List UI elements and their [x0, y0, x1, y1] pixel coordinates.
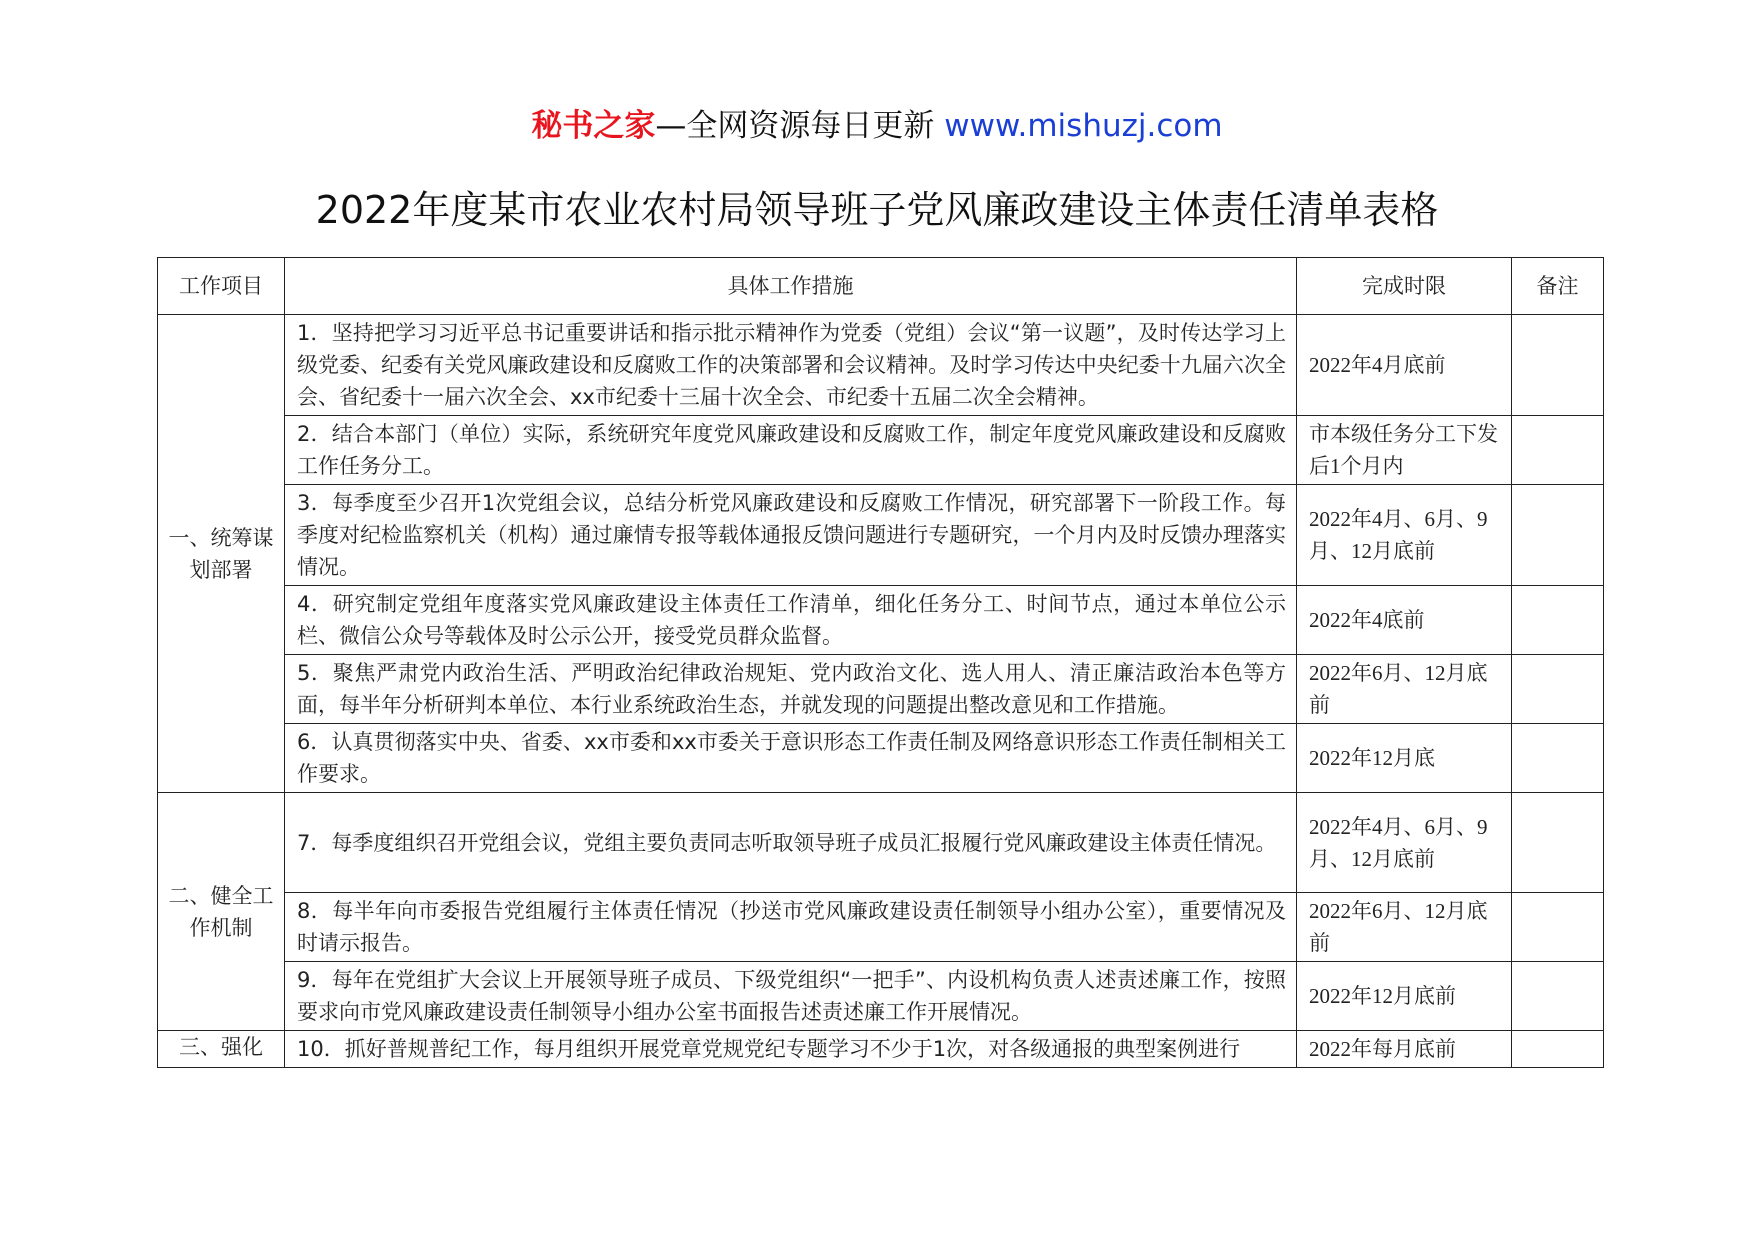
- deadline-cell: 2022年4底前: [1297, 586, 1512, 655]
- measure-cell: 6．认真贯彻落实中央、省委、xx市委和xx市委关于意识形态工作责任制及网络意识形态工作责任制相关工作要求。: [285, 724, 1297, 793]
- table-row: [158, 1031, 1604, 1068]
- remark-cell: [1512, 1031, 1604, 1068]
- remark-cell: [1512, 315, 1604, 416]
- table-row: [158, 416, 1604, 485]
- remark-cell: [1512, 586, 1604, 655]
- deadline-cell: 市本级任务分工下发后1个月内: [1297, 416, 1512, 485]
- site-banner: [0, 98, 1754, 154]
- remark-cell: [1512, 655, 1604, 724]
- deadline-cell: 2022年4月、6月、9月、12月底前: [1297, 485, 1512, 586]
- responsibility-table: [157, 257, 1604, 1068]
- remark-cell: [1512, 962, 1604, 1031]
- remark-cell: [1512, 793, 1604, 893]
- banner-url-link[interactable]: www.mishuzj.com: [944, 108, 1223, 144]
- category-cell: 二、健全工作机制: [158, 793, 285, 1031]
- document-title: 2022年度某市农业农村局领导班子党风廉政建设主体责任清单表格: [315, 188, 1439, 232]
- table-row: [158, 724, 1604, 793]
- remark-cell: [1512, 724, 1604, 793]
- measure-cell: 10．抓好普规普纪工作，每月组织开展党章党规党纪专题学习不少于1次，对各级通报的典型案例进行: [285, 1031, 1297, 1068]
- table-row: [158, 655, 1604, 724]
- deadline-cell: 2022年12月底: [1297, 724, 1512, 793]
- measure-cell: 4．研究制定党组年度落实党风廉政建设主体责任工作清单，细化任务分工、时间节点，通过本单位公示栏、微信公众号等载体及时公示公开，接受党员群众监督。: [285, 586, 1297, 655]
- deadline-cell: 2022年4月、6月、9月、12月底前: [1297, 793, 1512, 893]
- banner-brand: 秘书之家: [531, 108, 656, 144]
- table-row: [158, 793, 1604, 893]
- remark-cell: [1512, 416, 1604, 485]
- deadline-cell: 2022年6月、12月底前: [1297, 655, 1512, 724]
- deadline-cell: 2022年4月底前: [1297, 315, 1512, 416]
- measure-cell: 8．每半年向市委报告党组履行主体责任情况（抄送市党风廉政建设责任制领导小组办公室），重要情况及时请示报告。: [285, 893, 1297, 962]
- table-row: [158, 586, 1604, 655]
- header-work-item: 工作项目: [158, 258, 285, 315]
- table-row: [158, 485, 1604, 586]
- measure-cell: 5．聚焦严肃党内政治生活、严明政治纪律政治规矩、党内政治文化、选人用人、清正廉洁政治本色等方面，每半年分析研判本单位、本行业系统政治生态，并就发现的问题提出整改意见和工作措施。: [285, 655, 1297, 724]
- table-row: [158, 315, 1604, 416]
- header-measures: 具体工作措施: [285, 258, 1297, 315]
- deadline-cell: 2022年每月底前: [1297, 1031, 1512, 1068]
- remark-cell: [1512, 485, 1604, 586]
- category-cell: 一、统筹谋划部署: [158, 315, 285, 793]
- measure-cell: 9．每年在党组扩大会议上开展领导班子成员、下级党组织“一把手”、内设机构负责人述责述廉工作，按照要求向市党风廉政建设责任制领导小组办公室书面报告述责述廉工作开展情况。: [285, 962, 1297, 1031]
- table-row: [158, 962, 1604, 1031]
- header-remarks: 备注: [1512, 258, 1604, 315]
- table-header-row: [158, 258, 1604, 315]
- table-row: [158, 893, 1604, 962]
- header-deadline: 完成时限: [1297, 258, 1512, 315]
- deadline-cell: 2022年12月底前: [1297, 962, 1512, 1031]
- measure-cell: 7．每季度组织召开党组会议，党组主要负责同志听取领导班子成员汇报履行党风廉政建设主体责任情况。: [285, 793, 1297, 893]
- measure-cell: 1．坚持把学习习近平总书记重要讲话和指示批示精神作为党委（党组）会议“第一议题”，及时传达学习上级党委、纪委有关党风廉政建设和反腐败工作的决策部署和会议精神。及时学习传达中央纪委十九届六次全会、省纪委十一届六次全会、xx市纪委十三届十次全会、市纪委十五届二次全会精神。: [285, 315, 1297, 416]
- measure-cell: 3．每季度至少召开1次党组会议，总结分析党风廉政建设和反腐败工作情况，研究部署下一阶段工作。每季度对纪检监察机关（机构）通过廉情专报等载体通报反馈问题进行专题研究，一个月内及时反馈办理落实情况。: [285, 485, 1297, 586]
- deadline-cell: 2022年6月、12月底前: [1297, 893, 1512, 962]
- measure-cell: 2．结合本部门（单位）实际，系统研究年度党风廉政建设和反腐败工作，制定年度党风廉政建设和反腐败工作任务分工。: [285, 416, 1297, 485]
- category-cell: 三、强化: [158, 1031, 285, 1068]
- remark-cell: [1512, 893, 1604, 962]
- banner-slogan: —全网资源每日更新: [655, 108, 935, 144]
